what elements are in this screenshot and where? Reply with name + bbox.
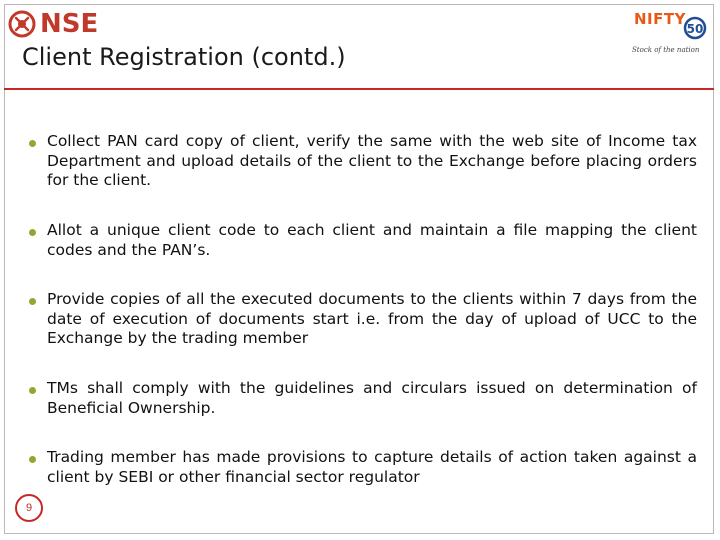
list-item xyxy=(29,379,697,418)
nifty-logo-word: NIFTY xyxy=(634,10,686,28)
bullet-text: TMs shall comply with the guidelines and circulars issued on determination of Beneficial Ownership. xyxy=(47,379,697,417)
nifty-tagline: Stock of the nation xyxy=(632,46,700,54)
page-number: 9 xyxy=(15,494,43,522)
list-item xyxy=(29,132,697,191)
nse-emblem-icon xyxy=(8,10,36,38)
nifty-logo xyxy=(630,6,712,56)
bullet-dot-icon xyxy=(29,387,36,394)
list-item xyxy=(29,221,697,260)
nse-logo-text: NSE xyxy=(40,9,99,39)
header-divider xyxy=(4,88,714,90)
bullet-dot-icon xyxy=(29,229,36,236)
bullet-text: Provide copies of all the executed documents to the clients within 7 days from the date of execution of documents start i.e. from the day of upload of UCC to the Exchange by the trading member xyxy=(47,290,697,347)
bullet-text: Allot a unique client code to each client and maintain a file mapping the client codes and the PAN’s. xyxy=(47,221,697,259)
list-item xyxy=(29,290,697,349)
slide-title: Client Registration (contd.) xyxy=(22,43,346,71)
svg-text:50: 50 xyxy=(686,22,704,36)
nifty-50-badge-icon xyxy=(682,12,708,47)
nse-logo xyxy=(8,6,98,42)
bullet-text: Collect PAN card copy of client, verify the same with the web site of Income tax Department and upload details of the client to the Exchange before placing orders for the client. xyxy=(47,132,697,189)
bullet-text: Trading member has made provisions to capture details of action taken against a client by SEBI or other financial sector regulator xyxy=(47,448,697,486)
bullet-dot-icon xyxy=(29,140,36,147)
bullet-dot-icon xyxy=(29,298,36,305)
bullet-dot-icon xyxy=(29,456,36,463)
list-item xyxy=(29,448,697,487)
